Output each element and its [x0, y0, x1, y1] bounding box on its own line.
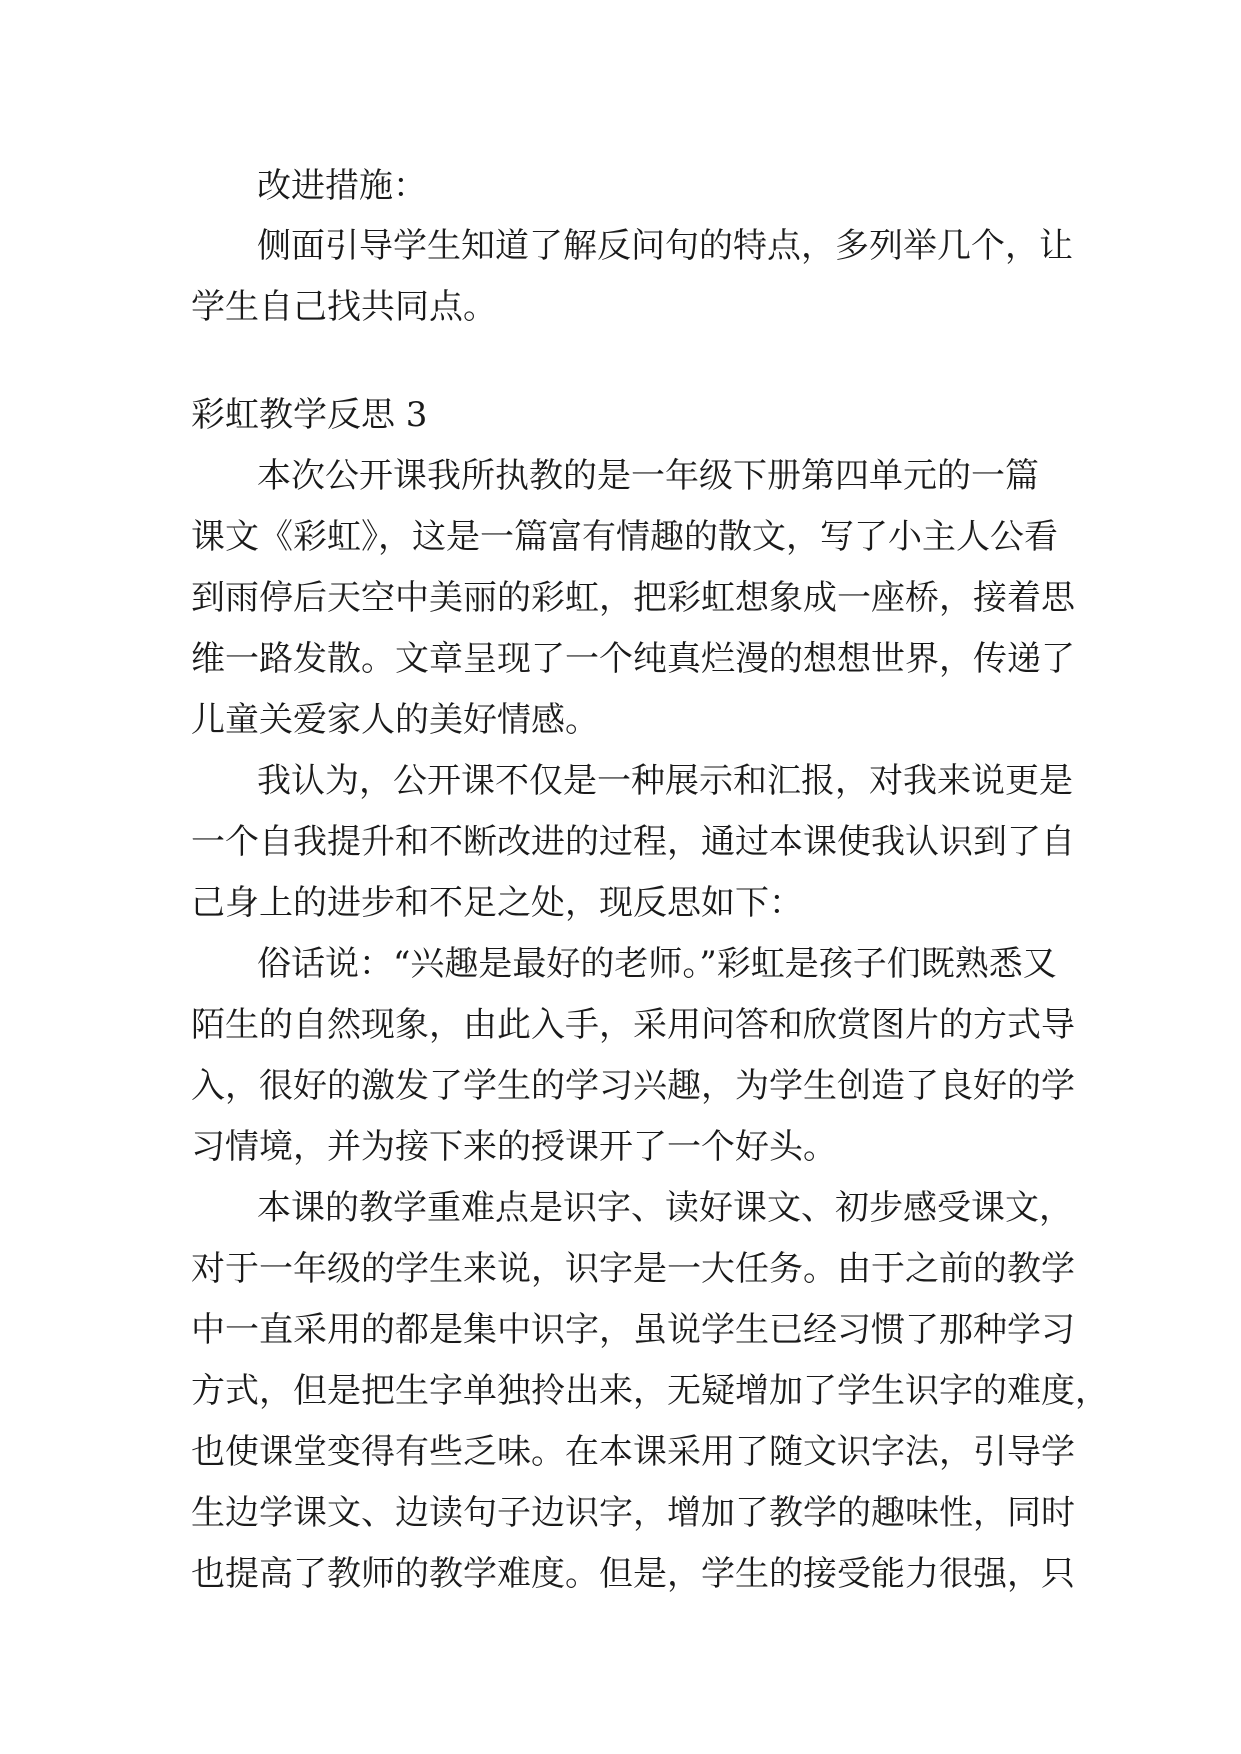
paragraph-line: 生边学课文、边读句子边识字，增加了教学的趣味性，同时 [191, 1493, 1075, 1533]
paragraph-line: 我认为，公开课不仅是一种展示和汇报，对我来说更是 [257, 761, 1073, 801]
paragraph-line: 维一路发散。文章呈现了一个纯真烂漫的想想世界，传递了 [191, 639, 1075, 679]
paragraph-line: 习情境，并为接下来的授课开了一个好头。 [191, 1127, 837, 1167]
paragraph-line: 本课的教学重难点是识字、读好课文、初步感受课文， [257, 1188, 1073, 1228]
paragraph-line: 己身上的进步和不足之处，现反思如下： [191, 883, 803, 923]
paragraph-line: 也提高了教师的教学难度。但是，学生的接受能力很强，只 [191, 1554, 1075, 1594]
paragraph-intro [191, 446, 1075, 751]
paragraph-line: 中一直采用的都是集中识字，虽说学生已经习惯了那种学习 [191, 1310, 1075, 1350]
paragraph-line: 课文《彩虹》，这是一篇富有情趣的散文，写了小主人公看 [191, 517, 1058, 557]
paragraph-line: 本次公开课我所执教的是一年级下册第四单元的一篇 [257, 456, 1039, 496]
paragraph-line: 对于一年级的学生来说，识字是一大任务。由于之前的教学 [191, 1249, 1075, 1289]
paragraph-key-points [191, 1178, 1109, 1605]
paragraph-line: 侧面引导学生知道了解反问句的特点，多列举几个，让 [257, 226, 1073, 266]
paragraph-line: 一个自我提升和不断改进的过程，通过本课使我认识到了自 [191, 822, 1075, 862]
paragraph-line: 学生自己找共同点。 [191, 287, 497, 327]
paragraph-line: 到雨停后天空中美丽的彩虹，把彩虹想象成一座桥，接着思 [191, 578, 1075, 618]
section-title: 彩虹教学反思 3 [191, 395, 428, 435]
paragraph-line: 方式，但是把生字单独拎出来，无疑增加了学生识字的难度， [191, 1371, 1109, 1411]
paragraph-opinion [191, 751, 1075, 934]
improvement-paragraph [191, 216, 1073, 338]
paragraph-line: 儿童关爱家人的美好情感。 [191, 700, 599, 740]
paragraph-line: 入，很好的激发了学生的学习兴趣，为学生创造了良好的学 [191, 1066, 1075, 1106]
paragraph-interest [191, 934, 1075, 1178]
paragraph-line: 俗话说：“兴趣是最好的老师。”彩虹是孩子们既熟悉又 [257, 944, 1057, 984]
improvement-heading: 改进措施： [257, 166, 427, 206]
paragraph-line: 陌生的自然现象，由此入手，采用问答和欣赏图片的方式导 [191, 1005, 1075, 1045]
paragraph-line: 也使课堂变得有些乏味。在本课采用了随文识字法，引导学 [191, 1432, 1075, 1472]
